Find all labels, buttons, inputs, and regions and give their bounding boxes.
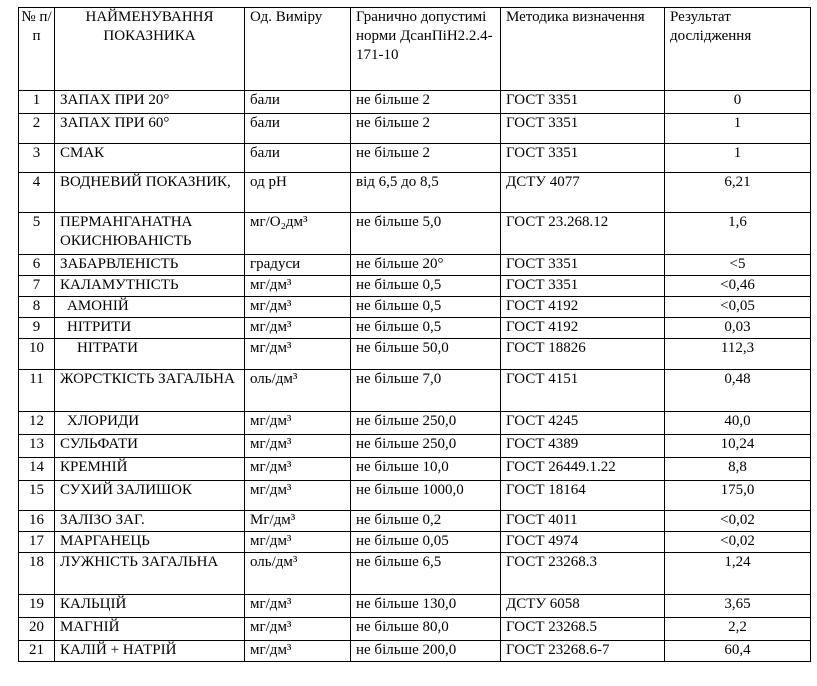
row-number: 11	[19, 370, 55, 412]
row-number: 15	[19, 481, 55, 511]
indicator-name: НІТРИТИ	[55, 318, 245, 339]
unit: мг/дм³	[245, 458, 351, 481]
method: ГОСТ 23268.5	[501, 618, 665, 641]
row-number: 16	[19, 511, 55, 532]
method: ГОСТ 4011	[501, 511, 665, 532]
method: ДСТУ 6058	[501, 595, 665, 618]
header-norm: Гранично допустимі норми ДсанПіН2.2.4-171-10	[351, 8, 501, 91]
unit: мг/дм³	[245, 297, 351, 318]
norm: від 6,5 до 8,5	[351, 173, 501, 213]
method: ГОСТ 3351	[501, 144, 665, 173]
unit: бали	[245, 91, 351, 114]
result: 3,65	[665, 595, 811, 618]
norm: не більше 250,0	[351, 435, 501, 458]
result: 1,24	[665, 553, 811, 595]
method: ГОСТ 4151	[501, 370, 665, 412]
row-number: 2	[19, 114, 55, 144]
row-number: 14	[19, 458, 55, 481]
norm: не більше 0,5	[351, 297, 501, 318]
indicator-name: МАГНІЙ	[55, 618, 245, 641]
norm: не більше 2	[351, 144, 501, 173]
norm: не більше 130,0	[351, 595, 501, 618]
norm: не більше 2	[351, 91, 501, 114]
table-row	[19, 458, 811, 481]
row-number: 1	[19, 91, 55, 114]
row-number: 21	[19, 641, 55, 662]
unit: од рН	[245, 173, 351, 213]
row-number: 4	[19, 173, 55, 213]
norm: не більше 7,0	[351, 370, 501, 412]
method: ГОСТ 3351	[501, 276, 665, 297]
norm: не більше 50,0	[351, 339, 501, 370]
unit: мг/дм³	[245, 339, 351, 370]
row-number: 10	[19, 339, 55, 370]
table-row	[19, 618, 811, 641]
row-number: 9	[19, 318, 55, 339]
row-number: 20	[19, 618, 55, 641]
table-row	[19, 318, 811, 339]
indicator-name: ВОДНЕВИЙ ПОКАЗНИК,	[55, 173, 245, 213]
header-method: Методика визначення	[501, 8, 665, 91]
indicator-name: ХЛОРИДИ	[55, 412, 245, 435]
indicator-name: СУЛЬФАТИ	[55, 435, 245, 458]
result: 0,03	[665, 318, 811, 339]
unit: мг/дм³	[245, 618, 351, 641]
indicator-name: КАЛЬЦІЙ	[55, 595, 245, 618]
table-row	[19, 114, 811, 144]
result: 6,21	[665, 173, 811, 213]
indicator-name: ЗАПАХ ПРИ 60°	[55, 114, 245, 144]
row-number: 5	[19, 213, 55, 255]
result: <5	[665, 255, 811, 276]
row-number: 6	[19, 255, 55, 276]
table-row	[19, 144, 811, 173]
method: ГОСТ 23268.3	[501, 553, 665, 595]
result: 0	[665, 91, 811, 114]
indicator-name: АМОНІЙ	[55, 297, 245, 318]
result: 1	[665, 114, 811, 144]
header-row	[19, 8, 811, 91]
method: ГОСТ 3351	[501, 255, 665, 276]
method: ДСТУ 4077	[501, 173, 665, 213]
method: ГОСТ 4245	[501, 412, 665, 435]
table-row	[19, 213, 811, 255]
norm: не більше 6,5	[351, 553, 501, 595]
result: 60,4	[665, 641, 811, 662]
row-number: 7	[19, 276, 55, 297]
norm: не більше 10,0	[351, 458, 501, 481]
header-result: Результат дослідження	[665, 8, 811, 91]
water-analysis-table	[18, 7, 811, 662]
unit: Мг/дм³	[245, 511, 351, 532]
indicator-name: СМАК	[55, 144, 245, 173]
norm: не більше 0,2	[351, 511, 501, 532]
result: 10,24	[665, 435, 811, 458]
unit: мг/О₂дм³	[245, 213, 351, 255]
result: <0,02	[665, 532, 811, 553]
header-name: НАЙМЕНУВАННЯ ПОКАЗНИКА	[55, 8, 245, 91]
result: 1,6	[665, 213, 811, 255]
norm: не більше 250,0	[351, 412, 501, 435]
norm: не більше 0,5	[351, 276, 501, 297]
result: <0,02	[665, 511, 811, 532]
method: ГОСТ 23268.6-7	[501, 641, 665, 662]
unit: оль/дм³	[245, 370, 351, 412]
method: ГОСТ 26449.1.22	[501, 458, 665, 481]
table-row	[19, 532, 811, 553]
result: 1	[665, 144, 811, 173]
table-row	[19, 297, 811, 318]
unit: мг/дм³	[245, 641, 351, 662]
result: 0,48	[665, 370, 811, 412]
indicator-name: ЗАБАРВЛЕНІСТЬ	[55, 255, 245, 276]
table-row	[19, 173, 811, 213]
method: ГОСТ 3351	[501, 91, 665, 114]
norm: не більше 1000,0	[351, 481, 501, 511]
table-row	[19, 370, 811, 412]
table-row	[19, 276, 811, 297]
indicator-name: ЗАЛІЗО ЗАГ.	[55, 511, 245, 532]
indicator-name: МАРГАНЕЦЬ	[55, 532, 245, 553]
unit: мг/дм³	[245, 532, 351, 553]
indicator-name: КРЕМНІЙ	[55, 458, 245, 481]
unit: мг/дм³	[245, 318, 351, 339]
row-number: 13	[19, 435, 55, 458]
method: ГОСТ 4974	[501, 532, 665, 553]
method: ГОСТ 4389	[501, 435, 665, 458]
norm: не більше 0,5	[351, 318, 501, 339]
table-row	[19, 435, 811, 458]
indicator-name: ПЕРМАНГАНАТНА ОКИСНЮВАНІСТЬ	[55, 213, 245, 255]
unit: бали	[245, 114, 351, 144]
method: ГОСТ 3351	[501, 114, 665, 144]
norm: не більше 20°	[351, 255, 501, 276]
unit: мг/дм³	[245, 412, 351, 435]
indicator-name: ЖОРСТКІСТЬ ЗАГАЛЬНА	[55, 370, 245, 412]
method: ГОСТ 23.268.12	[501, 213, 665, 255]
unit: градуси	[245, 255, 351, 276]
method: ГОСТ 4192	[501, 318, 665, 339]
row-number: 17	[19, 532, 55, 553]
row-number: 19	[19, 595, 55, 618]
table-row	[19, 255, 811, 276]
table-row	[19, 91, 811, 114]
indicator-name: СУХИЙ ЗАЛИШОК	[55, 481, 245, 511]
row-number: 18	[19, 553, 55, 595]
indicator-name: НІТРАТИ	[55, 339, 245, 370]
table-row	[19, 553, 811, 595]
row-number: 8	[19, 297, 55, 318]
indicator-name: ЛУЖНІСТЬ ЗАГАЛЬНА	[55, 553, 245, 595]
row-number: 12	[19, 412, 55, 435]
unit: оль/дм³	[245, 553, 351, 595]
unit: мг/дм³	[245, 595, 351, 618]
method: ГОСТ 18826	[501, 339, 665, 370]
unit: мг/дм³	[245, 276, 351, 297]
norm: не більше 5,0	[351, 213, 501, 255]
indicator-name: ЗАПАХ ПРИ 20°	[55, 91, 245, 114]
unit: бали	[245, 144, 351, 173]
result: 40,0	[665, 412, 811, 435]
result: <0,46	[665, 276, 811, 297]
table-row	[19, 339, 811, 370]
method: ГОСТ 18164	[501, 481, 665, 511]
table-row	[19, 641, 811, 662]
table-row	[19, 595, 811, 618]
indicator-name: КАЛАМУТНІСТЬ	[55, 276, 245, 297]
table-row	[19, 511, 811, 532]
norm: не більше 200,0	[351, 641, 501, 662]
method: ГОСТ 4192	[501, 297, 665, 318]
result: 2,2	[665, 618, 811, 641]
norm: не більше 80,0	[351, 618, 501, 641]
unit: мг/дм³	[245, 481, 351, 511]
result: <0,05	[665, 297, 811, 318]
row-number: 3	[19, 144, 55, 173]
result: 112,3	[665, 339, 811, 370]
result: 175,0	[665, 481, 811, 511]
header-unit: Од. Виміру	[245, 8, 351, 91]
unit: мг/дм³	[245, 435, 351, 458]
norm: не більше 0,05	[351, 532, 501, 553]
header-number: № п/п	[19, 8, 55, 91]
norm: не більше 2	[351, 114, 501, 144]
indicator-name: КАЛІЙ + НАТРІЙ	[55, 641, 245, 662]
table-row	[19, 481, 811, 511]
result: 8,8	[665, 458, 811, 481]
table-row	[19, 412, 811, 435]
